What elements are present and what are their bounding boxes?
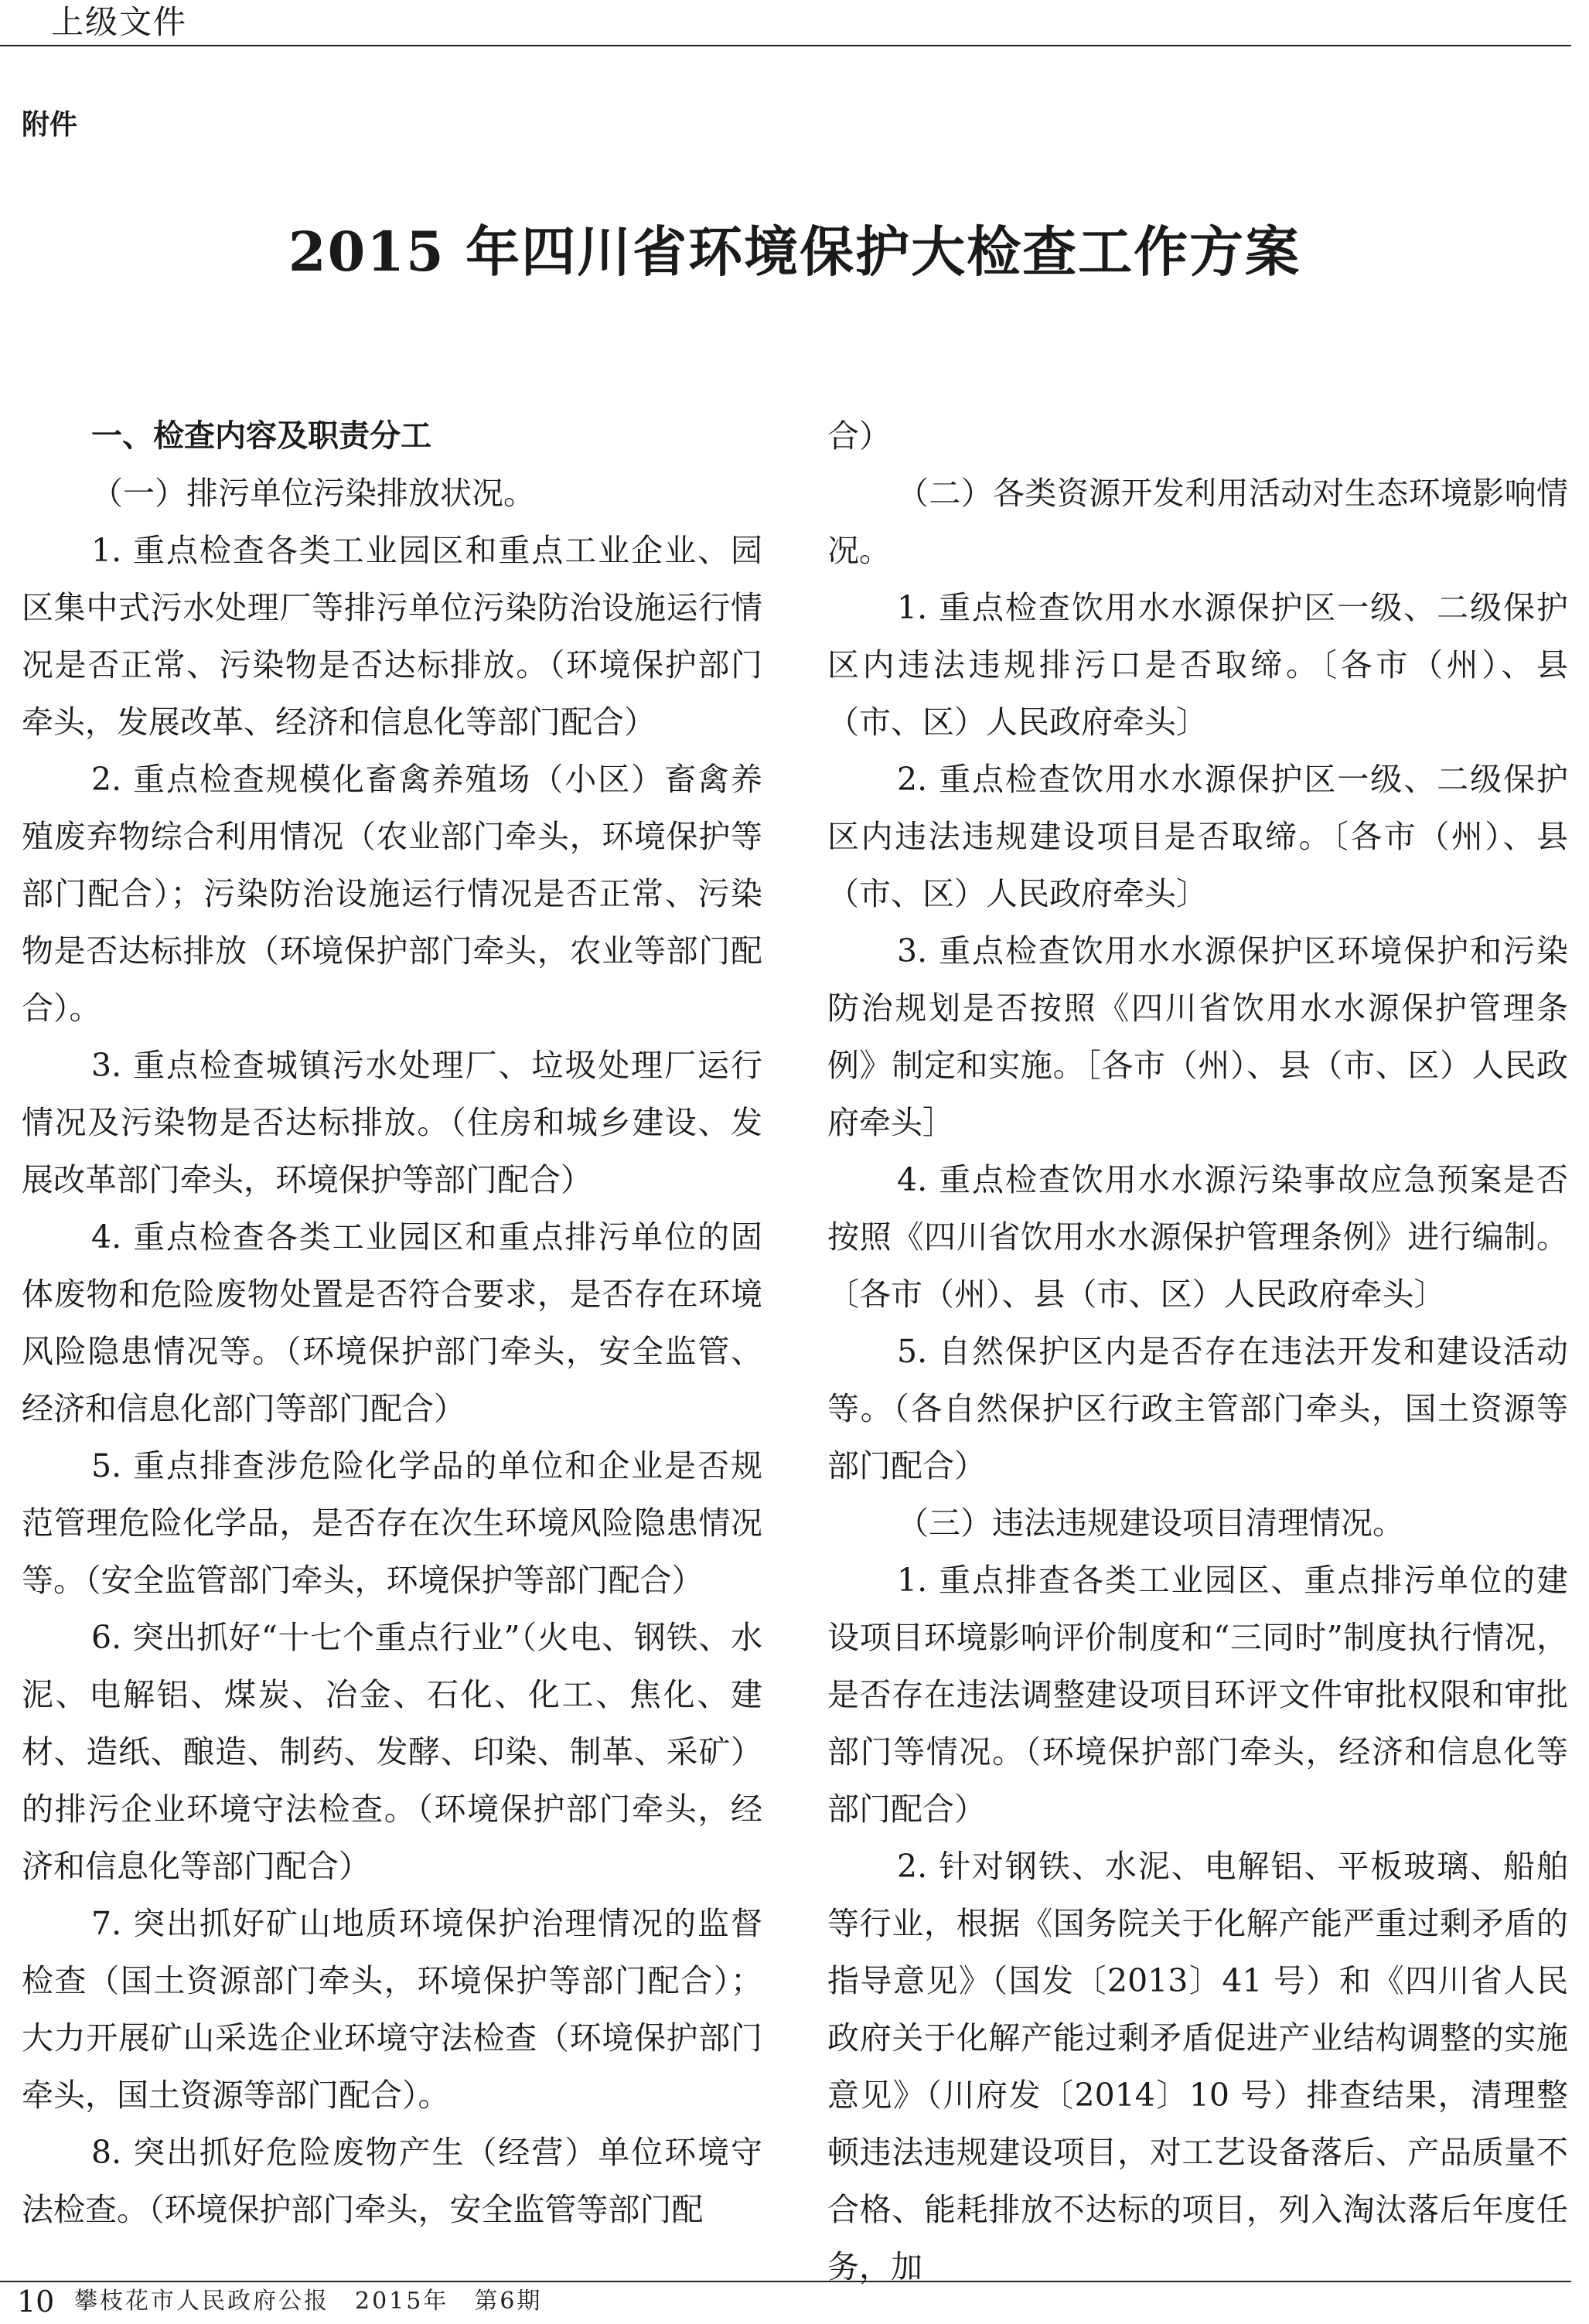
page-number: 10: [17, 2285, 55, 2319]
subsection-heading: （一）排污单位污染排放状况。: [91, 475, 535, 512]
subsection-heading: （三）违法违规建设项目清理情况。: [897, 1504, 1404, 1542]
paragraph: 5. 重点排查涉危险化学品的单位和企业是否规范管理危险化学品，是否存在次生环境风险隐患情况等。（安全监管部门牵头，环境保护等部门配合）: [22, 1447, 762, 1599]
section-header: 上级文件: [51, 3, 188, 41]
paragraph: 4. 重点检查饮用水水源污染事故应急预案是否按照《四川省饮用水水源保护管理条例》进行编制。〔各市（州）、县（市、区）人民政府牵头〕: [827, 1161, 1568, 1313]
paragraph: 1. 重点检查饮用水水源保护区一级、二级保护区内违法违规排污口是否取缔。〔各市（州）、县（市、区）人民政府牵头〕: [827, 589, 1568, 741]
paragraph: 8. 突出抓好危险废物产生（经营）单位环境守法检查。（环境保护部门牵头，安全监管等部门配: [22, 2134, 762, 2228]
paragraph: 7. 突出抓好矿山地质环境保护治理情况的监督检查（国土资源部门牵头，环境保护等部门配合）；大力开展矿山采选企业环境守法检查（环境保护部门牵头，国土资源等部门配合）。: [22, 1905, 762, 2114]
paragraph: 5. 自然保护区内是否存在违法开发和建设活动等。（各自然保护区行政主管部门牵头，国土资源等部门配合）: [827, 1333, 1568, 1484]
attachment-label: 附件: [22, 109, 78, 141]
paragraph: 3. 重点检查城镇污水处理厂、垃圾处理厂运行情况及污染物是否达标排放。（住房和城乡建设、发展改革部门牵头，环境保护等部门配合）: [22, 1047, 762, 1198]
document-title: 2015 年四川省环境保护大检查工作方案: [288, 220, 1301, 284]
paragraph: 1. 重点检查各类工业园区和重点工业企业、园区集中式污水处理厂等排污单位污染防治设施运行情况是否正常、污染物是否达标排放。（环境保护部门牵头，发展改革、经济和信息化等部门配合）: [22, 532, 762, 741]
section-heading: 一、检查内容及职责分工: [91, 418, 431, 454]
left-column: [22, 407, 762, 2228]
paragraph: 4. 重点检查各类工业园区和重点排污单位的固体废物和危险废物处置是否符合要求，是否存在环境风险隐患情况等。（环境保护部门牵头，安全监管、经济和信息化部门等部门配合）: [22, 1218, 762, 1427]
subsection-heading: （二）各类资源开发利用活动对生态环境影响情况。: [827, 475, 1568, 569]
paragraph: 3. 重点检查饮用水水源保护区环境保护和污染防治规划是否按照《四川省饮用水水源保护管理条例》制定和实施。［各市（州）、县（市、区）人民政府牵头］: [827, 932, 1568, 1141]
paragraph: 2. 重点检查饮用水水源保护区一级、二级保护区内违法违规建设项目是否取缔。〔各市（州）、县（市、区）人民政府牵头〕: [827, 761, 1568, 912]
paragraph: 6. 突出抓好“十七个重点行业”（火电、钢铁、水泥、电解铝、煤炭、冶金、石化、化工、焦化、建材、造纸、酿造、制药、发酵、印染、制革、采矿）的排污企业环境守法检查。（环境保护部门牵头，经济和信息化等部门配合）: [22, 1619, 762, 1885]
right-column: [827, 407, 1568, 2285]
paragraph: 1. 重点排查各类工业园区、重点排污单位的建设项目环境影响评价制度和“三同时”制度执行情况，是否存在违法调整建设项目环评文件审批权限和审批部门等情况。（环境保护部门牵头，经济和信息化等部门配合）: [827, 1562, 1568, 1828]
paragraph: 2. 针对钢铁、水泥、电解铝、平板玻璃、船舶等行业，根据《国务院关于化解产能严重过剩矛盾的指导意见》（国发〔2013〕41 号）和《四川省人民政府关于化解产能过剩矛盾促进产业结构调整的实施意见》（川府发〔2014〕10 号）排查结果，清理整顿违法违规建设项目，对工艺设备落后、产品质量不合格、能耗排放不达标的项目，列入淘汰落后年度任务，加: [827, 1848, 1568, 2285]
header-divider: [0, 45, 1571, 46]
publication-info: 攀枝花市人民政府公报 2015年 第6期: [74, 2288, 543, 2315]
continued-text: 合）: [827, 417, 891, 455]
paragraph: 2. 重点检查规模化畜禽养殖场（小区）畜禽养殖废弃物综合利用情况（农业部门牵头，环境保护等部门配合）；污染防治设施运行情况是否正常、污染物是否达标排放（环境保护部门牵头，农业等部门配合）。: [22, 761, 762, 1027]
